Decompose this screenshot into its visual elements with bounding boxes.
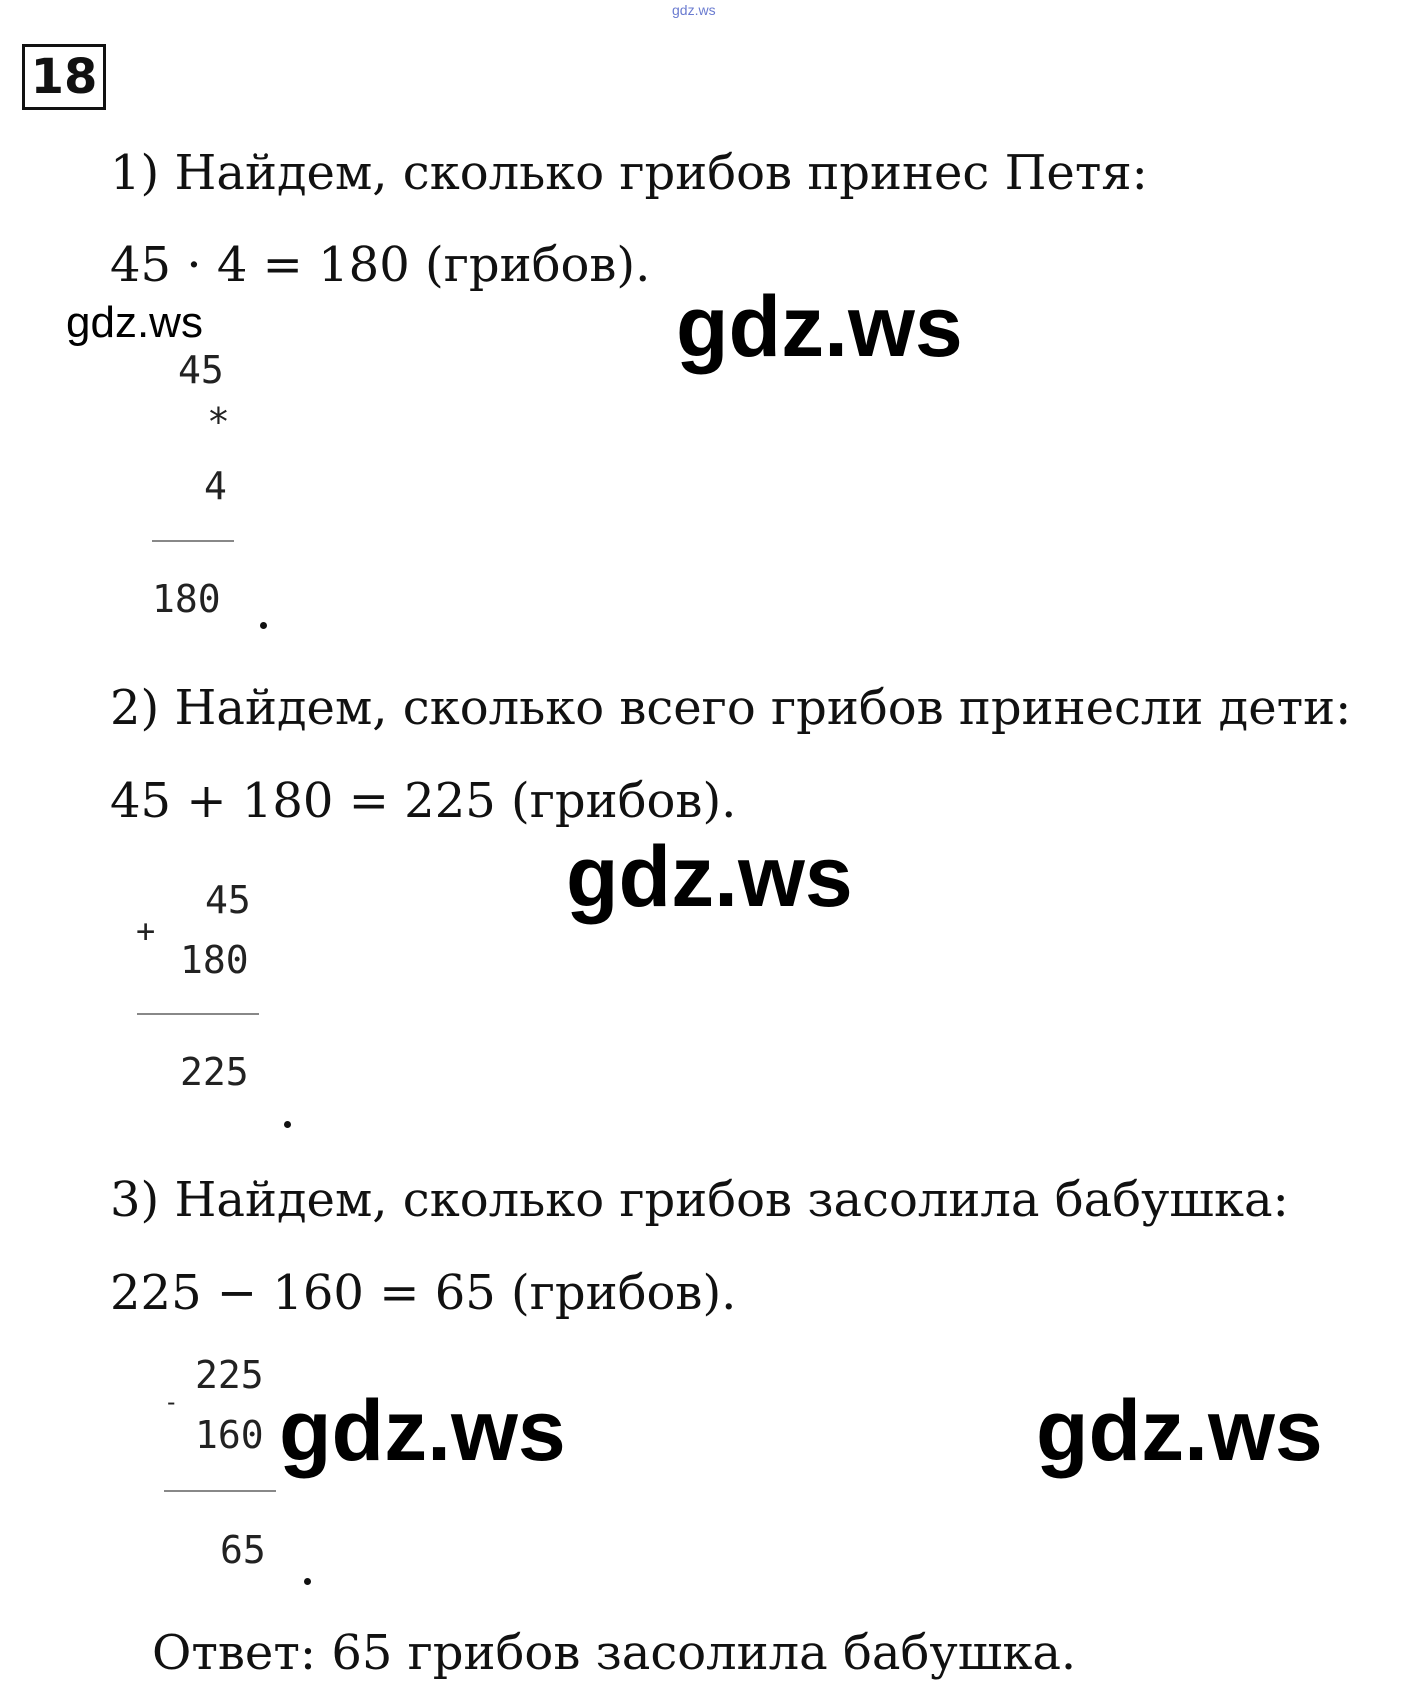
watermark-small: gdz.ws: [66, 298, 203, 347]
column-2-result: 225: [180, 1050, 249, 1094]
step-3-equation: 225 − 160 = 65 (грибов).: [110, 1265, 737, 1321]
column-1-top: 45: [178, 348, 224, 392]
watermark-2: gdz.ws: [566, 829, 853, 925]
step-2-heading: 2) Найдем, сколько всего грибов принесли дети:: [110, 680, 1352, 736]
column-1-bottom: 4: [204, 464, 227, 508]
watermark-1: gdz.ws: [676, 279, 963, 375]
column-2-bottom: 180: [180, 938, 249, 982]
column-2-operator: +: [136, 912, 156, 950]
column-1-dot: [260, 622, 267, 629]
column-2-rule: [137, 1013, 259, 1015]
step-1-equation: 45 · 4 = 180 (грибов).: [110, 237, 651, 293]
column-2-top: 45: [205, 878, 251, 922]
column-3-operator: -: [164, 1388, 179, 1416]
watermark-3: gdz.ws: [279, 1383, 566, 1479]
step-3-heading: 3) Найдем, сколько грибов засолила бабушка:: [110, 1172, 1289, 1228]
column-3-result: 65: [220, 1528, 266, 1572]
column-3-dot: [304, 1578, 311, 1585]
column-1-result: 180: [152, 577, 221, 621]
column-3-top: 225: [195, 1353, 264, 1397]
step-2-equation: 45 + 180 = 225 (грибов).: [110, 773, 737, 829]
column-1-operator: *: [207, 400, 230, 444]
problem-number: 18: [22, 44, 106, 110]
step-1-heading: 1) Найдем, сколько грибов принес Петя:: [110, 145, 1148, 201]
watermark-4: gdz.ws: [1036, 1383, 1323, 1479]
column-3-bottom: 160: [195, 1413, 264, 1457]
answer: Ответ: 65 грибов засолила бабушка.: [152, 1625, 1077, 1681]
column-1-rule: [152, 540, 234, 542]
watermark-top: gdz.ws: [672, 2, 716, 18]
column-3-rule: [164, 1490, 276, 1492]
column-2-dot: [284, 1121, 291, 1128]
